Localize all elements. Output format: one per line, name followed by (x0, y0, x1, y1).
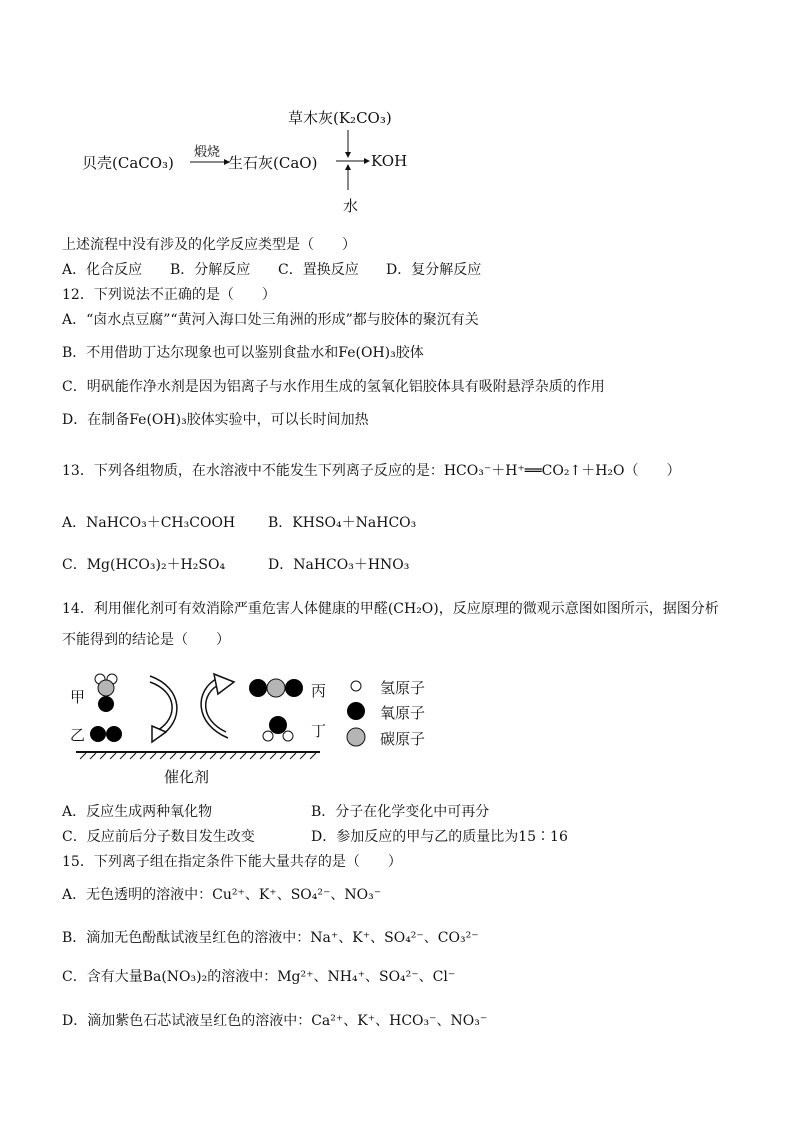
q14-option-d: D．参加反应的甲与乙的质量比为15∶16 (311, 829, 568, 845)
molecule-drawing (70, 670, 330, 770)
flow-calcine-label: 煅烧 (194, 145, 221, 160)
q14-option-a: A．反应生成两种氧化物 (62, 804, 213, 820)
hydrogen-atom-icon (351, 681, 361, 691)
catalyst-label: 催化剂 (164, 768, 210, 786)
oxygen-atom-icon (347, 702, 365, 720)
atom-legend-icons (346, 676, 370, 748)
q11-option-c: C．置换反应 (278, 262, 359, 278)
q11-option-b: B．分解反应 (170, 262, 251, 278)
q11-option-a: A．化合反应 (62, 262, 143, 278)
q12-option-a: A．“卤水点豆腐”“黄河入海口处三角洲的形成”都与胶体的聚沉有关 (62, 312, 479, 328)
legend-oxygen: 氧原子 (380, 704, 426, 722)
flow-product: KOH (371, 152, 408, 170)
flow-top-label: 草木灰(K₂CO₃) (288, 109, 392, 127)
flow-water: 水 (343, 197, 359, 215)
q15-option-a: A．无色透明的溶液中：Cu²⁺、K⁺、SO₄²⁻、NO₃⁻ (62, 887, 382, 903)
label-jia: 甲 (70, 688, 86, 706)
q14-stem-line2: 不能得到的结论是（ ） (62, 632, 230, 648)
legend-hydrogen: 氢原子 (380, 679, 426, 697)
water-molecule (263, 716, 293, 741)
label-ding: 丁 (311, 722, 327, 740)
carbon-dioxide-molecule (249, 679, 303, 697)
q14-option-c: C．反应前后分子数目发生改变 (62, 829, 255, 845)
q15-option-c: C．含有大量Ba(NO₃)₂的溶液中：Mg²⁺、NH₄⁺、SO₄²⁻、Cl⁻ (62, 969, 456, 985)
carbon-atom-icon (347, 728, 365, 746)
q12-option-d: D．在制备Fe(OH)₃胶体实验中，可以长时间加热 (62, 412, 369, 428)
formaldehyde-molecule (95, 674, 117, 712)
q14-stem-line1: 14．利用催化剂可有效消除严重危害人体健康的甲醛(CH₂O)，反应原理的微观示意图如图所示，据图分析 (62, 601, 719, 617)
flow-cross-arrows-icon (336, 128, 372, 192)
curved-arrow-right-icon (150, 676, 177, 742)
q12-stem: 12．下列说法不正确的是（ ） (62, 287, 276, 303)
q12-option-c: C．明矾能作净水剂是因为铝离子与水作用生成的氢氧化铝胶体具有吸附悬浮杂质的作用 (62, 379, 605, 395)
flow-lime: 生石灰(CaO) (228, 154, 318, 172)
legend-carbon: 碳原子 (380, 730, 426, 748)
q14-option-b: B．分子在化学变化中可再分 (311, 804, 490, 820)
flow-shell: 贝壳(CaCO₃) (82, 154, 174, 172)
q11-option-d: D．复分解反应 (386, 262, 482, 278)
q13-stem: 13．下列各组物质，在水溶液中不能发生下列离子反应的是：HCO₃⁻＋H⁺══CO₂↑＋H₂O（ ） (62, 463, 681, 479)
q15-option-b: B．滴加无色酚酞试液呈红色的溶液中：Na⁺、K⁺、SO₄²⁻、CO₃²⁻ (62, 930, 479, 946)
q13-option-d: D．NaHCO₃＋HNO₃ (268, 557, 410, 573)
curved-arrow-left-icon (201, 674, 234, 738)
q12-option-b: B．不用借助丁达尔现象也可以鉴别食盐水和Fe(OH)₃胶体 (62, 345, 424, 361)
q13-option-b: B．KHSO₄＋NaHCO₃ (268, 515, 417, 531)
catalyst-surface (76, 752, 320, 759)
q11-stem: 上述流程中没有涉及的化学反应类型是（ ） (62, 237, 356, 253)
q13-option-c: C．Mg(HCO₃)₂＋H₂SO₄ (62, 557, 226, 573)
q13-option-a: A．NaHCO₃＋CH₃COOH (62, 515, 236, 531)
oxygen-molecule (90, 726, 122, 742)
q15-stem: 15．下列离子组在指定条件下能大量共存的是（ ） (62, 854, 402, 870)
label-yi: 乙 (70, 726, 86, 744)
flow-arrow-icon (188, 154, 232, 168)
label-bing: 丙 (311, 682, 327, 700)
q15-option-d: D．滴加紫色石芯试液呈红色的溶液中：Ca²⁺、K⁺、HCO₃⁻、NO₃⁻ (62, 1013, 488, 1029)
